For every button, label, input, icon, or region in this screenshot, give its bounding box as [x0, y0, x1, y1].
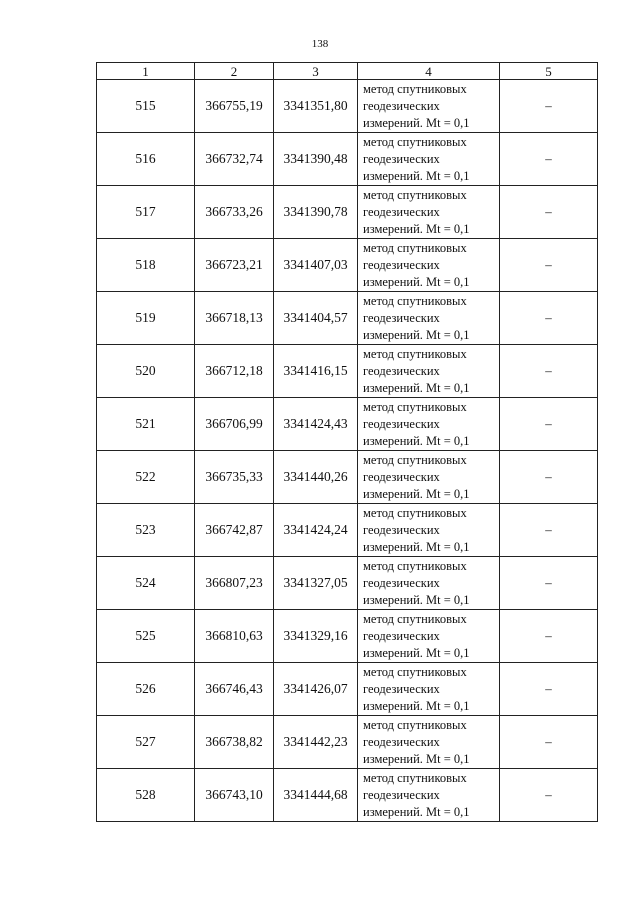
table-row: [97, 557, 598, 610]
y-coordinate-cell: 3341351,80: [274, 80, 358, 133]
method-cell: метод спутниковых геодезических измерений. Mt = 0,1: [358, 80, 500, 133]
table-row: [97, 133, 598, 186]
point-number-cell: 523: [97, 504, 195, 557]
x-coordinate-cell: 366723,21: [195, 239, 274, 292]
table-row: [97, 239, 598, 292]
method-cell: метод спутниковых геодезических измерений. Mt = 0,1: [358, 186, 500, 239]
x-coordinate-cell: 366706,99: [195, 398, 274, 451]
y-coordinate-cell: 3341424,43: [274, 398, 358, 451]
y-coordinate-cell: 3341426,07: [274, 663, 358, 716]
note-cell: –: [500, 610, 598, 663]
x-coordinate-cell: 366718,13: [195, 292, 274, 345]
table-header-row: [97, 63, 598, 80]
method-cell: метод спутниковых геодезических измерений. Mt = 0,1: [358, 557, 500, 610]
y-coordinate-cell: 3341329,16: [274, 610, 358, 663]
x-coordinate-cell: 366755,19: [195, 80, 274, 133]
y-coordinate-cell: 3341424,24: [274, 504, 358, 557]
x-coordinate-cell: 366735,33: [195, 451, 274, 504]
note-cell: –: [500, 133, 598, 186]
y-coordinate-cell: 3341390,48: [274, 133, 358, 186]
point-number-cell: 521: [97, 398, 195, 451]
y-coordinate-cell: 3341416,15: [274, 345, 358, 398]
table-row: [97, 345, 598, 398]
x-coordinate-cell: 366810,63: [195, 610, 274, 663]
table-row: [97, 716, 598, 769]
note-cell: –: [500, 504, 598, 557]
method-cell: метод спутниковых геодезических измерений. Mt = 0,1: [358, 610, 500, 663]
note-cell: –: [500, 451, 598, 504]
method-cell: метод спутниковых геодезических измерений. Mt = 0,1: [358, 292, 500, 345]
method-cell: метод спутниковых геодезических измерений. Mt = 0,1: [358, 663, 500, 716]
point-number-cell: 516: [97, 133, 195, 186]
point-number-cell: 518: [97, 239, 195, 292]
x-coordinate-cell: 366807,23: [195, 557, 274, 610]
y-coordinate-cell: 3341390,78: [274, 186, 358, 239]
note-cell: –: [500, 398, 598, 451]
method-cell: метод спутниковых геодезических измерений. Mt = 0,1: [358, 133, 500, 186]
table-body: [97, 80, 598, 822]
point-number-cell: 517: [97, 186, 195, 239]
y-coordinate-cell: 3341327,05: [274, 557, 358, 610]
table-row: [97, 769, 598, 822]
method-cell: метод спутниковых геодезических измерений. Mt = 0,1: [358, 504, 500, 557]
point-number-cell: 522: [97, 451, 195, 504]
table-row: [97, 292, 598, 345]
method-cell: метод спутниковых геодезических измерений. Mt = 0,1: [358, 345, 500, 398]
method-cell: метод спутниковых геодезических измерений. Mt = 0,1: [358, 451, 500, 504]
column-header-1: 1: [97, 63, 195, 80]
point-number-cell: 515: [97, 80, 195, 133]
y-coordinate-cell: 3341440,26: [274, 451, 358, 504]
note-cell: –: [500, 716, 598, 769]
point-number-cell: 524: [97, 557, 195, 610]
method-cell: метод спутниковых геодезических измерений. Mt = 0,1: [358, 239, 500, 292]
table-row: [97, 610, 598, 663]
note-cell: –: [500, 769, 598, 822]
method-cell: метод спутниковых геодезических измерений. Mt = 0,1: [358, 769, 500, 822]
note-cell: –: [500, 345, 598, 398]
x-coordinate-cell: 366738,82: [195, 716, 274, 769]
table-row: [97, 663, 598, 716]
point-number-cell: 526: [97, 663, 195, 716]
column-header-5: 5: [500, 63, 598, 80]
table-row: [97, 80, 598, 133]
x-coordinate-cell: 366746,43: [195, 663, 274, 716]
point-number-cell: 520: [97, 345, 195, 398]
column-header-4: 4: [358, 63, 500, 80]
point-number-cell: 525: [97, 610, 195, 663]
y-coordinate-cell: 3341404,57: [274, 292, 358, 345]
method-cell: метод спутниковых геодезических измерений. Mt = 0,1: [358, 398, 500, 451]
y-coordinate-cell: 3341407,03: [274, 239, 358, 292]
x-coordinate-cell: 366712,18: [195, 345, 274, 398]
x-coordinate-cell: 366732,74: [195, 133, 274, 186]
table-row: [97, 398, 598, 451]
x-coordinate-cell: 366743,10: [195, 769, 274, 822]
coordinates-table: [96, 62, 598, 822]
column-header-3: 3: [274, 63, 358, 80]
page-number: 138: [311, 38, 329, 50]
point-number-cell: 527: [97, 716, 195, 769]
column-header-2: 2: [195, 63, 274, 80]
note-cell: –: [500, 663, 598, 716]
table-row: [97, 451, 598, 504]
note-cell: –: [500, 292, 598, 345]
note-cell: –: [500, 80, 598, 133]
y-coordinate-cell: 3341444,68: [274, 769, 358, 822]
point-number-cell: 519: [97, 292, 195, 345]
point-number-cell: 528: [97, 769, 195, 822]
table-row: [97, 186, 598, 239]
note-cell: –: [500, 186, 598, 239]
y-coordinate-cell: 3341442,23: [274, 716, 358, 769]
x-coordinate-cell: 366742,87: [195, 504, 274, 557]
note-cell: –: [500, 557, 598, 610]
note-cell: –: [500, 239, 598, 292]
table-row: [97, 504, 598, 557]
method-cell: метод спутниковых геодезических измерений. Mt = 0,1: [358, 716, 500, 769]
x-coordinate-cell: 366733,26: [195, 186, 274, 239]
